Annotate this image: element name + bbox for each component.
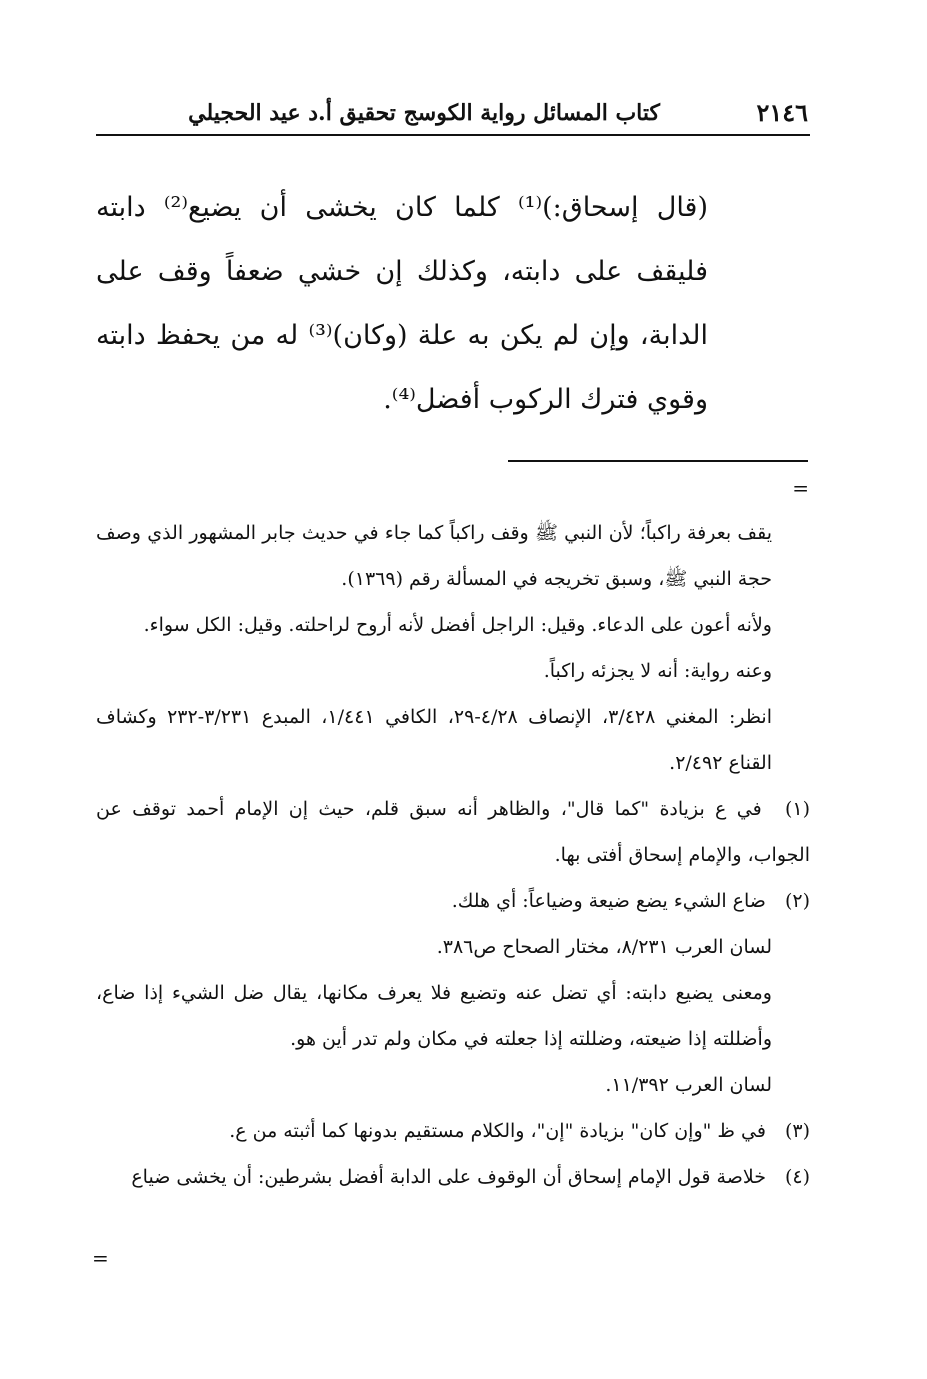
footnote-continued-line: انظر: المغني ٣/٤٢٨، الإنصاف ٤/٢٨-٢٩، الكافي ١/٤٤١، المبدع ٣/٢٣١-٢٣٢ وكشاف القناع ٢/٤٩٢. bbox=[96, 706, 773, 774]
footnote-number: (٤) bbox=[784, 1166, 810, 1188]
footnote-text: في ظ "وإن كان" بزيادة "إن"، والكلام مستقيم بدونها كما أثبته من ع. bbox=[229, 1120, 766, 1142]
page-number: ٢١٤٦ bbox=[756, 98, 808, 127]
running-title: كتاب المسائل رواية الكوسج تحقيق أ.د عيد الحجيلي bbox=[188, 100, 660, 126]
footnote-text: في ع بزيادة "كما قال"، والظاهر أنه سبق قلم، حيث إن الإمام أحمد توقف عن الجواب، والإمام إسحاق أفتى بها. bbox=[96, 798, 810, 866]
footnote-separator bbox=[508, 460, 808, 462]
footnote-3 bbox=[96, 1108, 810, 1154]
page-header bbox=[96, 98, 810, 136]
footnote-continued-mark: = bbox=[792, 476, 809, 500]
footnote-continues-mark: = bbox=[92, 1246, 109, 1270]
footnote-continued-line: ولأنه أعون على الدعاء. وقيل: الراجل أفضل لأنه أروح لراحلته. وقيل: الكل سواء. bbox=[143, 614, 772, 636]
footnote-text: لسان العرب ٨/٢٣١، مختار الصحاح ص٣٨٦. bbox=[436, 936, 772, 958]
footnote-4 bbox=[96, 1154, 810, 1200]
footnotes bbox=[96, 510, 810, 1200]
footnote-2 bbox=[96, 878, 810, 1108]
footnote-text: لسان العرب ١١/٣٩٢. bbox=[605, 1074, 772, 1096]
footnote-text: خلاصة قول الإمام إسحاق أن الوقوف على الدابة أفضل بشرطين: أن يخشى ضياع bbox=[131, 1166, 766, 1188]
footnote-continued-line: وعنه رواية: أنه لا يجزئه راكباً. bbox=[543, 660, 772, 682]
footnote-text: ومعنى يضيع دابته: أي تضل عنه وتضيع فلا يعرف مكانها، يقال ضل الشيء إذا ضاع، وأضللته إذا ضيعته، وضللته إذا جعلته في مكان ولم تدر أين هو. bbox=[96, 982, 772, 1050]
footnote-1 bbox=[96, 786, 810, 878]
main-text bbox=[96, 176, 708, 432]
footnote-continued-line: يقف بعرفة راكباً؛ لأن النبي ﷺ وقف راكباً كما جاء في حديث جابر المشهور الذي وصف حجة النبي ﷺ، وسبق تخريجه في المسألة رقم (١٣٦٩). bbox=[96, 522, 772, 590]
main-paragraph: (قال إسحاق:)⁽¹⁾ كلما كان يخشى أن يضيع⁽²⁾ دابته فليقف على دابته، وكذلك إن خشي ضعفاً وقف على الدابة، وإن لم يكن به علة (وكان)⁽³⁾ له من يحفظ دابته وقوي فترك الركوب أفضل⁽⁴⁾. bbox=[96, 192, 708, 415]
footnote-text: ضاع الشيء يضع ضيعة وضياعاً: أي هلك. bbox=[451, 890, 766, 912]
footnote-number: (١) bbox=[784, 798, 810, 820]
footnote-number: (٣) bbox=[784, 1120, 810, 1142]
footnote-number: (٢) bbox=[784, 890, 810, 912]
